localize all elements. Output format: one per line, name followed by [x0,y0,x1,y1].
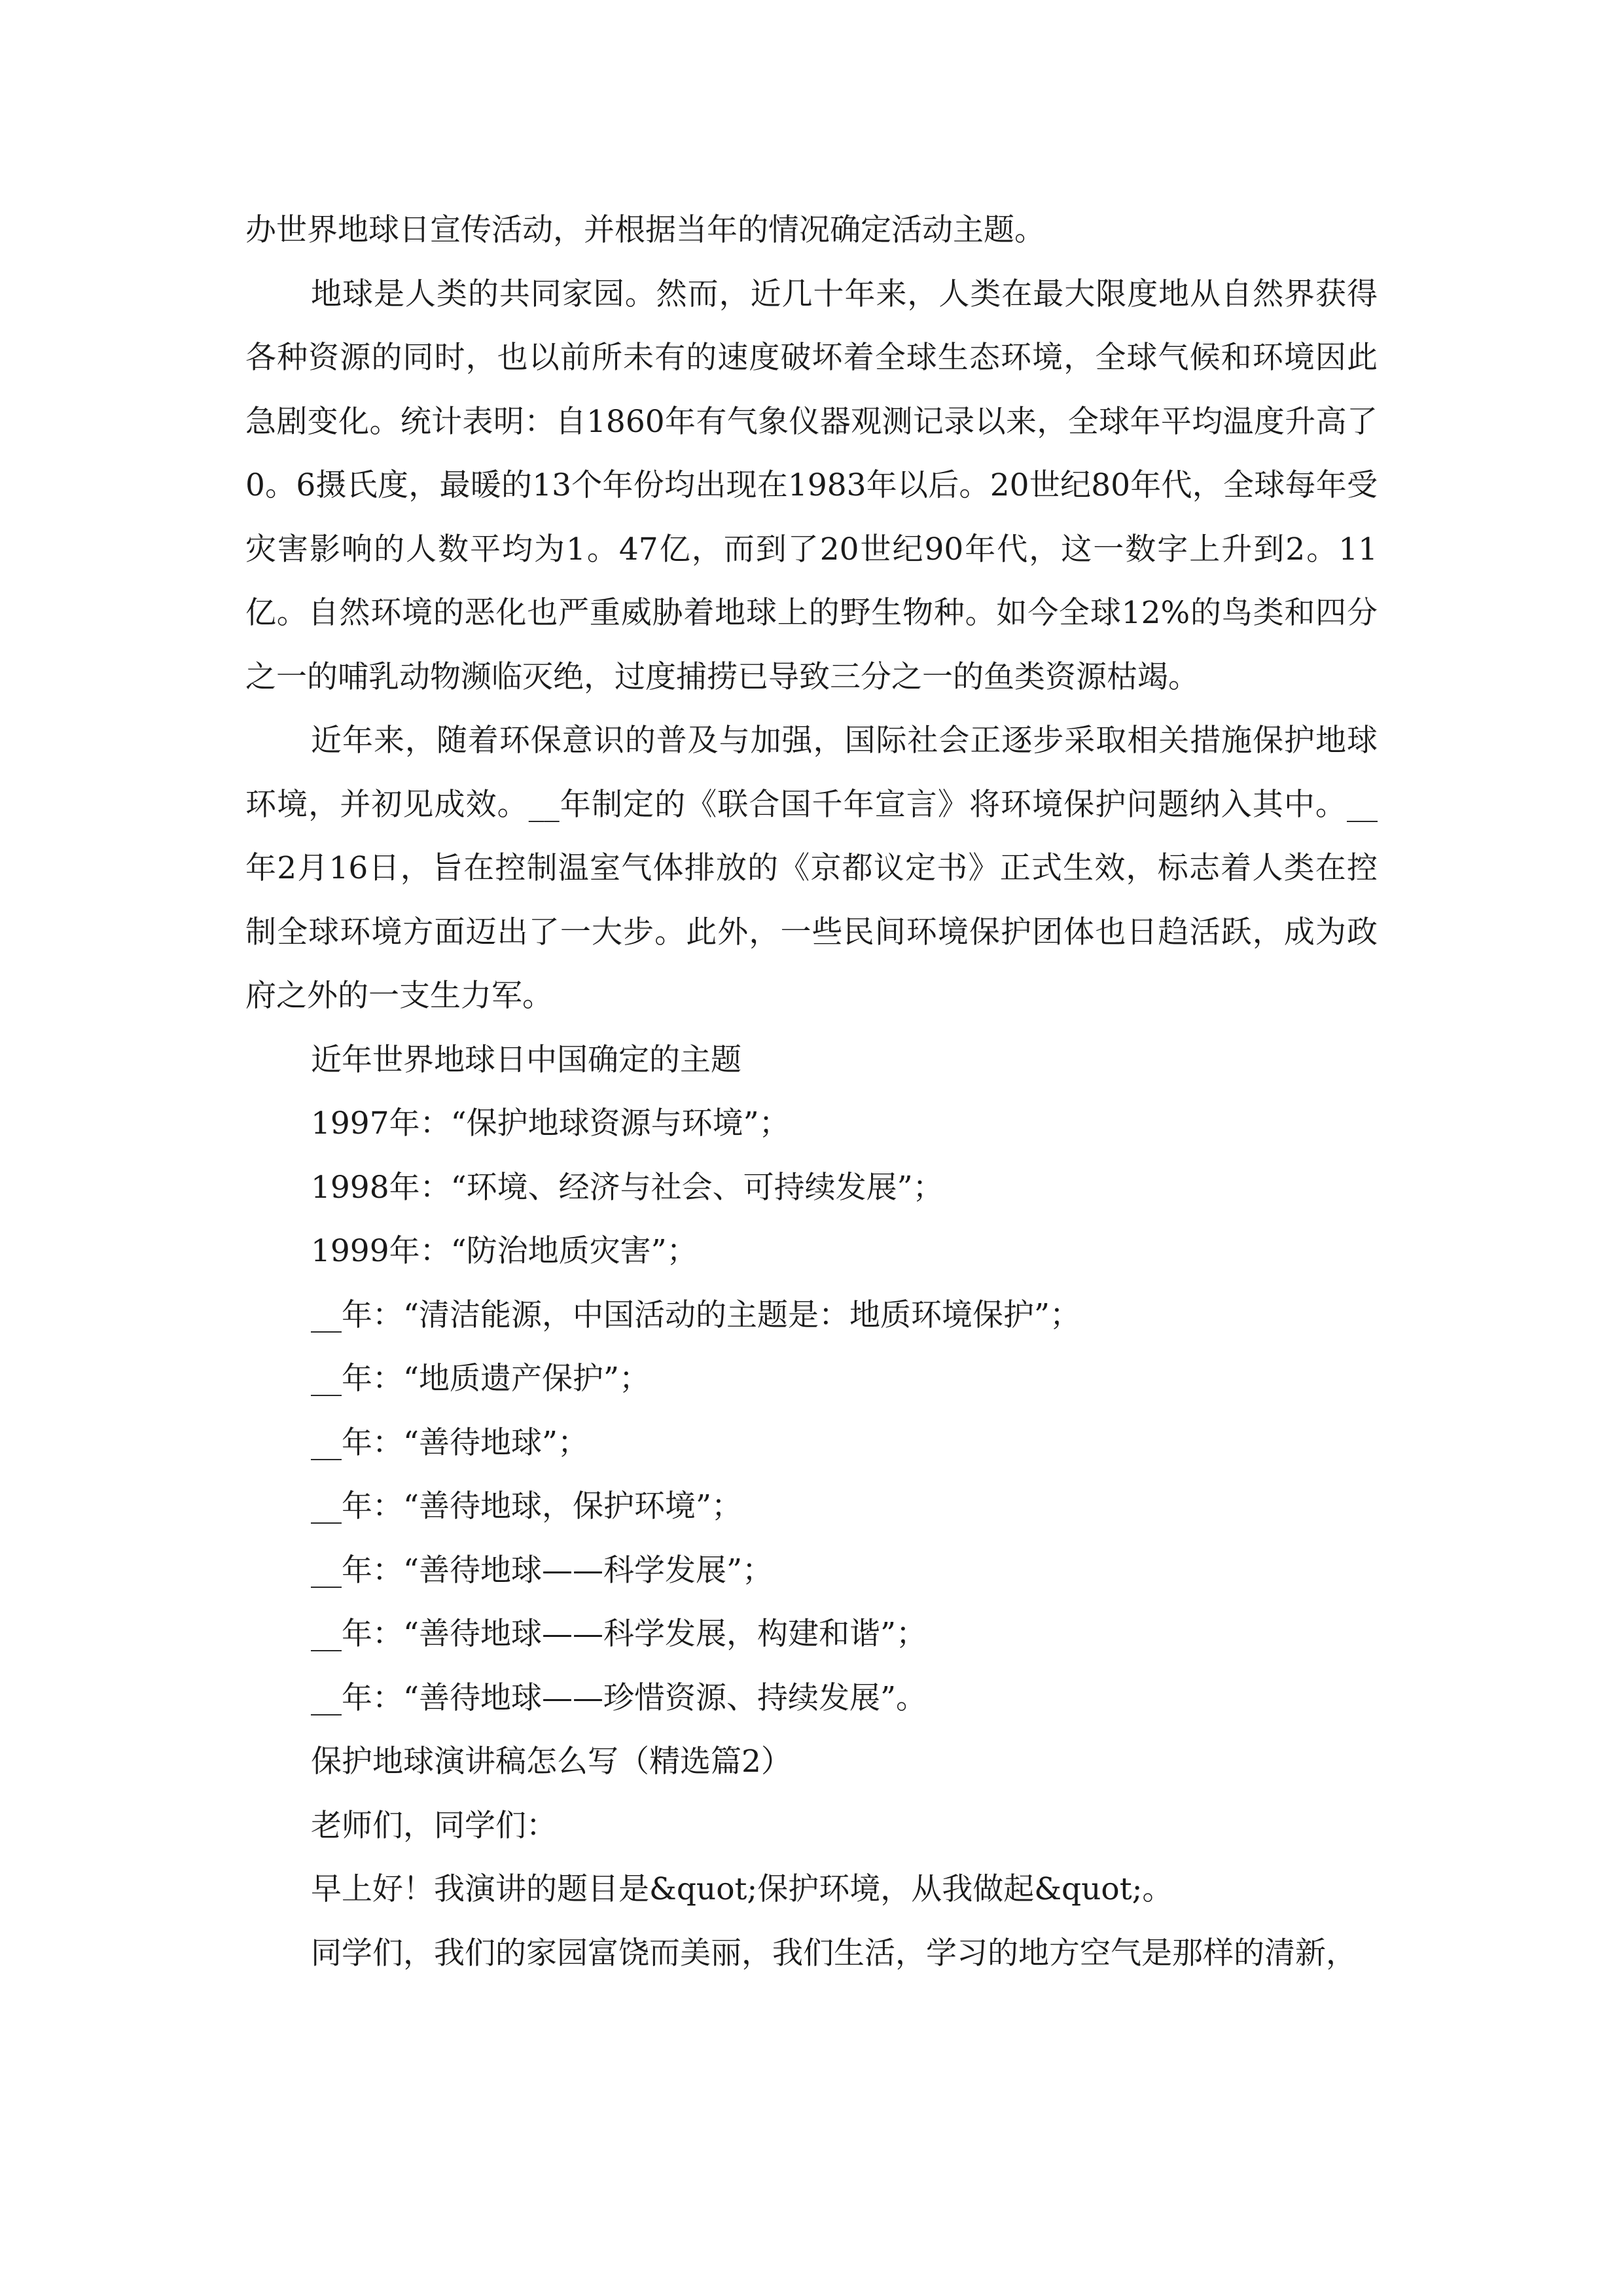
theme-item: 1997年：“保护地球资源与环境”； [311,1105,790,1141]
theme-item: __年：“地质遗产保护”； [311,1361,651,1397]
speech-intro: 早上好！我演讲的题目是&quot;保护环境，从我做起&quot;。 [311,1871,1173,1907]
document-body [245,198,1378,1985]
theme-item: 1999年：“防治地质灾害”； [311,1233,698,1269]
theme-item: __年：“善待地球——珍惜资源、持续发展”。 [311,1679,927,1716]
speech-paragraph: 同学们，我们的家园富饶而美丽，我们生活，学习的地方空气是那样的清新， [311,1935,1357,1971]
theme-item: __年：“善待地球——科学发展”； [311,1552,774,1588]
theme-item: 1998年：“环境、经济与社会、可持续发展”； [311,1169,944,1206]
theme-item: __年：“善待地球”； [311,1424,589,1461]
paragraph-recent-years: 近年来，随着环保意识的普及与加强，国际社会正逐步采取相关措施保护地球环境，并初见成效。__年制定的《联合国千年宣言》将环境保护问题纳入其中。__年2月16日，旨在控制温室气体排放的《京都议定书》正式生效，标志着人类在控制全球环境方面迈出了一大步。此外，一些民间环境保护团体也日趋活跃，成为政府之外的一支生力军。 [245,723,1378,1014]
themes-heading: 近年世界地球日中国确定的主题 [311,1041,741,1078]
section-title: 保护地球演讲稿怎么写（精选篇2） [311,1744,792,1780]
theme-item: __年：“善待地球——科学发展，构建和谐”； [311,1616,927,1652]
theme-item: __年：“善待地球，保护环境”； [311,1488,743,1524]
theme-item: __年：“清洁能源，中国活动的主题是：地质环境保护”； [311,1297,1081,1333]
paragraph-earth-facts: 地球是人类的共同家园。然而，近几十年来，人类在最大限度地从自然界获得各种资源的同时，也以前所未有的速度破坏着全球生态环境，全球气候和环境因此急剧变化。统计表明：自1860年有气象仪器观测记录以来，全球年平均温度升高了0。6摄氏度，最暖的13个年份均出现在1983年以后。20世纪80年代，全球每年受灾害影响的人数平均为1。47亿，而到了20世纪90年代，这一数字上升到2。11亿。自然环境的恶化也严重威胁着地球上的野生物种。如今全球12%的鸟类和四分之一的哺乳动物濒临灭绝，过度捕捞已导致三分之一的鱼类资源枯竭。 [245,276,1378,695]
paragraph-continuation: 办世界地球日宣传活动，并根据当年的情况确定活动主题。 [245,212,1045,248]
speech-greeting: 老师们，同学们： [311,1807,557,1844]
